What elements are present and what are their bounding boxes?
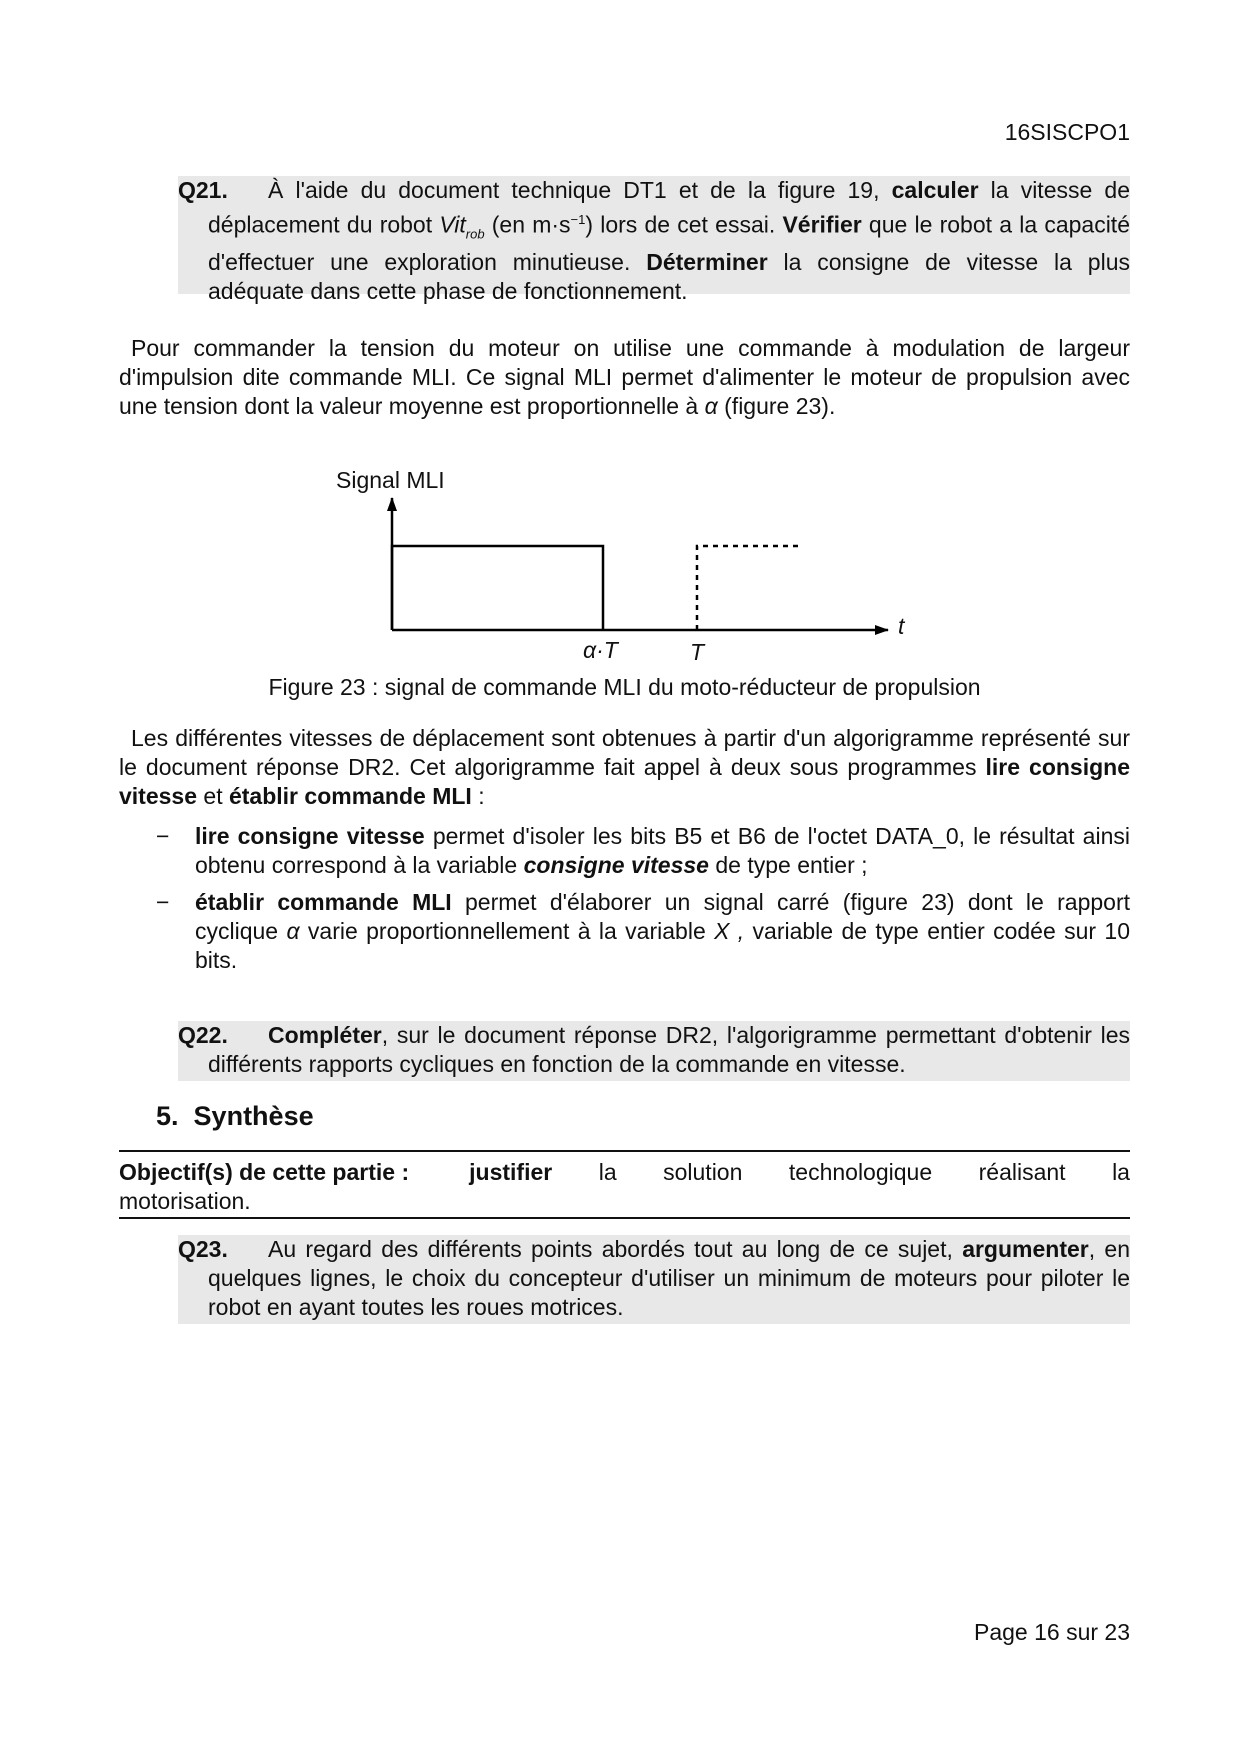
pwm-signal-figure: [330, 462, 930, 672]
question-q22-box: [178, 1021, 1130, 1081]
page-number: Page 16 sur 23: [973, 1619, 1130, 1645]
next-period-pulse-dashed: [697, 546, 798, 630]
intro-paragraph: Pour commander la tension du moteur on utilise une commande à modulation de largeur d'impulsion dite commande MLI. Ce signal MLI permet d'alimenter le moteur de propulsion avec une tension dont la valeur moyenne est proportionnelle à α (figure 23).: [119, 335, 1130, 419]
question-q21-box: [178, 176, 1130, 305]
y-axis-label: Signal MLI: [336, 467, 445, 493]
list-item: − lire consigne vitesse permet d'isoler les bits B5 et B6 de l'octet DATA_0, le résultat ainsi obtenu correspond à la variable consigne vitesse de type entier ;: [156, 823, 1130, 878]
figure-caption: Figure 23 : signal de commande MLI du moto-réducteur de propulsion: [268, 674, 981, 700]
algorithm-paragraph: Les différentes vitesses de déplacement sont obtenues à partir d'un algorigramme représenté sur le document réponse DR2. Cet algorigramme fait appel à deux sous programmes lire consigne vitesse et établir commande MLI :: [119, 725, 1130, 809]
subprogram-list: [119, 822, 1130, 983]
section-heading: 5. Synthèse: [156, 1101, 314, 1131]
document-code: 16SISCPO1: [1004, 119, 1130, 145]
question-label: Q22.: [178, 1022, 228, 1048]
question-q22-text: Q22. Compléter, sur le document réponse DR2, l'algorigramme permettant d'obtenir les différents rapports cycliques en fonction de la commande en vitesse.: [178, 1022, 1130, 1077]
question-q23-text: Q23. Au regard des différents points abordés tout au long de ce sujet, argumenter, en quelques lignes, le choix du concepteur d'utiliser un minimum de moteurs pour piloter le robot en ayant toutes les roues motrices.: [178, 1236, 1131, 1320]
question-label: Q23.: [178, 1236, 228, 1262]
divider-top: [119, 1150, 1130, 1152]
question-q23-box: [178, 1235, 1130, 1324]
pwm-pulse: [392, 546, 603, 630]
tick-alpha-t: α·T: [583, 637, 618, 663]
list-item: − établir commande MLI permet d'élaborer un signal carré (figure 23) dont le rapport cyclique α varie proportionnellement à la variable X , variable de type entier codée sur 10 bits.: [156, 889, 1130, 973]
question-label: Q21.: [178, 177, 228, 203]
x-axis-label: t: [898, 613, 905, 639]
tick-t: T: [690, 639, 705, 665]
objective-block: Objectif(s) de cette partie : justifier la solution technologique réalisant la motorisation.: [119, 1159, 1130, 1214]
divider-bottom: [119, 1217, 1130, 1219]
question-q21-text: Q21. À l'aide du document technique DT1 et de la figure 19, calculer la vitesse de déplacement du robot Vit$_{rob}$ (en $m\cdot s^{-1}$) lors de cet essai. Vérifier que le robot a la capacité d'effectuer une exploration minutieuse. Déterminer la consigne de vitesse la plus adéquate dans cette phase de fonctionnement.: [178, 177, 1130, 305]
